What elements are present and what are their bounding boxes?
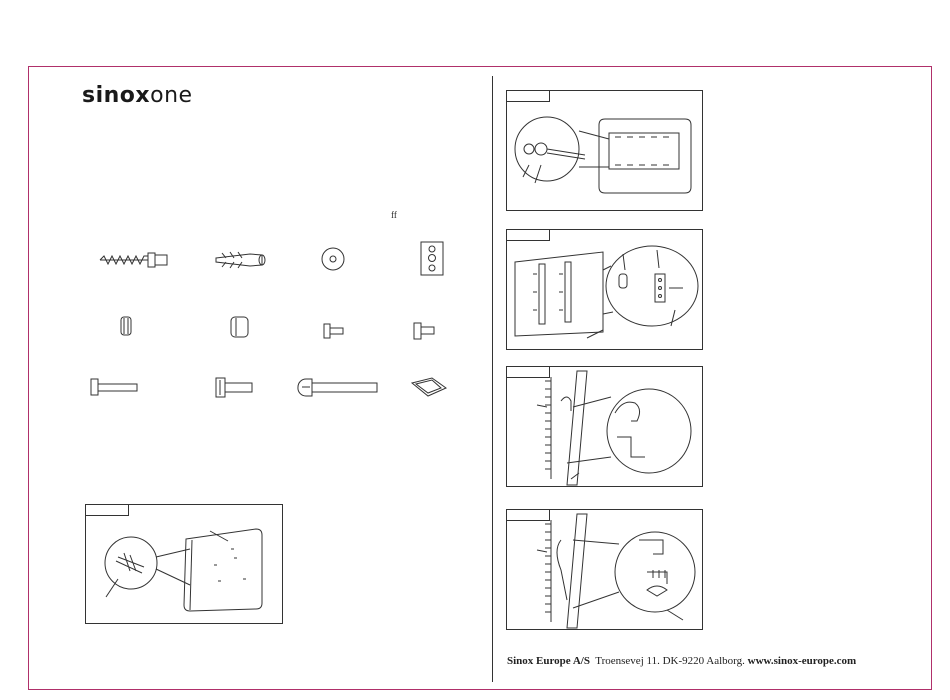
step-panel-hang-tv xyxy=(506,366,703,487)
long-bolt-icon xyxy=(91,379,137,395)
wall-anchor-icon xyxy=(216,252,265,268)
lag-screw-icon xyxy=(100,253,167,267)
footer-contact xyxy=(507,655,856,667)
spacer-plate-icon xyxy=(421,242,443,275)
stray-glyph: ff xyxy=(391,210,397,220)
small-spacer-icon xyxy=(121,317,131,335)
step-panel-wall-plate xyxy=(506,229,703,350)
large-spacer-icon xyxy=(231,317,248,337)
step-panel-bracket-attach xyxy=(506,90,703,211)
medium-bolt-icon xyxy=(216,378,252,397)
company-address: Troensevej 11. DK-9220 Aalborg. xyxy=(595,655,745,667)
short-bolt-icon xyxy=(324,324,343,338)
step-panel-secure-tv xyxy=(506,509,703,630)
sinoxone-logo: sinoxone xyxy=(82,83,193,108)
washer-icon xyxy=(322,248,344,270)
clip-icon xyxy=(412,378,446,396)
company-name: Sinox Europe A/S xyxy=(507,655,590,667)
step-panel-wall-anchor xyxy=(85,504,283,624)
extra-long-bolt-icon xyxy=(298,379,377,396)
company-website[interactable]: www.sinox-europe.com xyxy=(747,655,857,667)
short-bolt-wide-icon xyxy=(414,323,434,339)
